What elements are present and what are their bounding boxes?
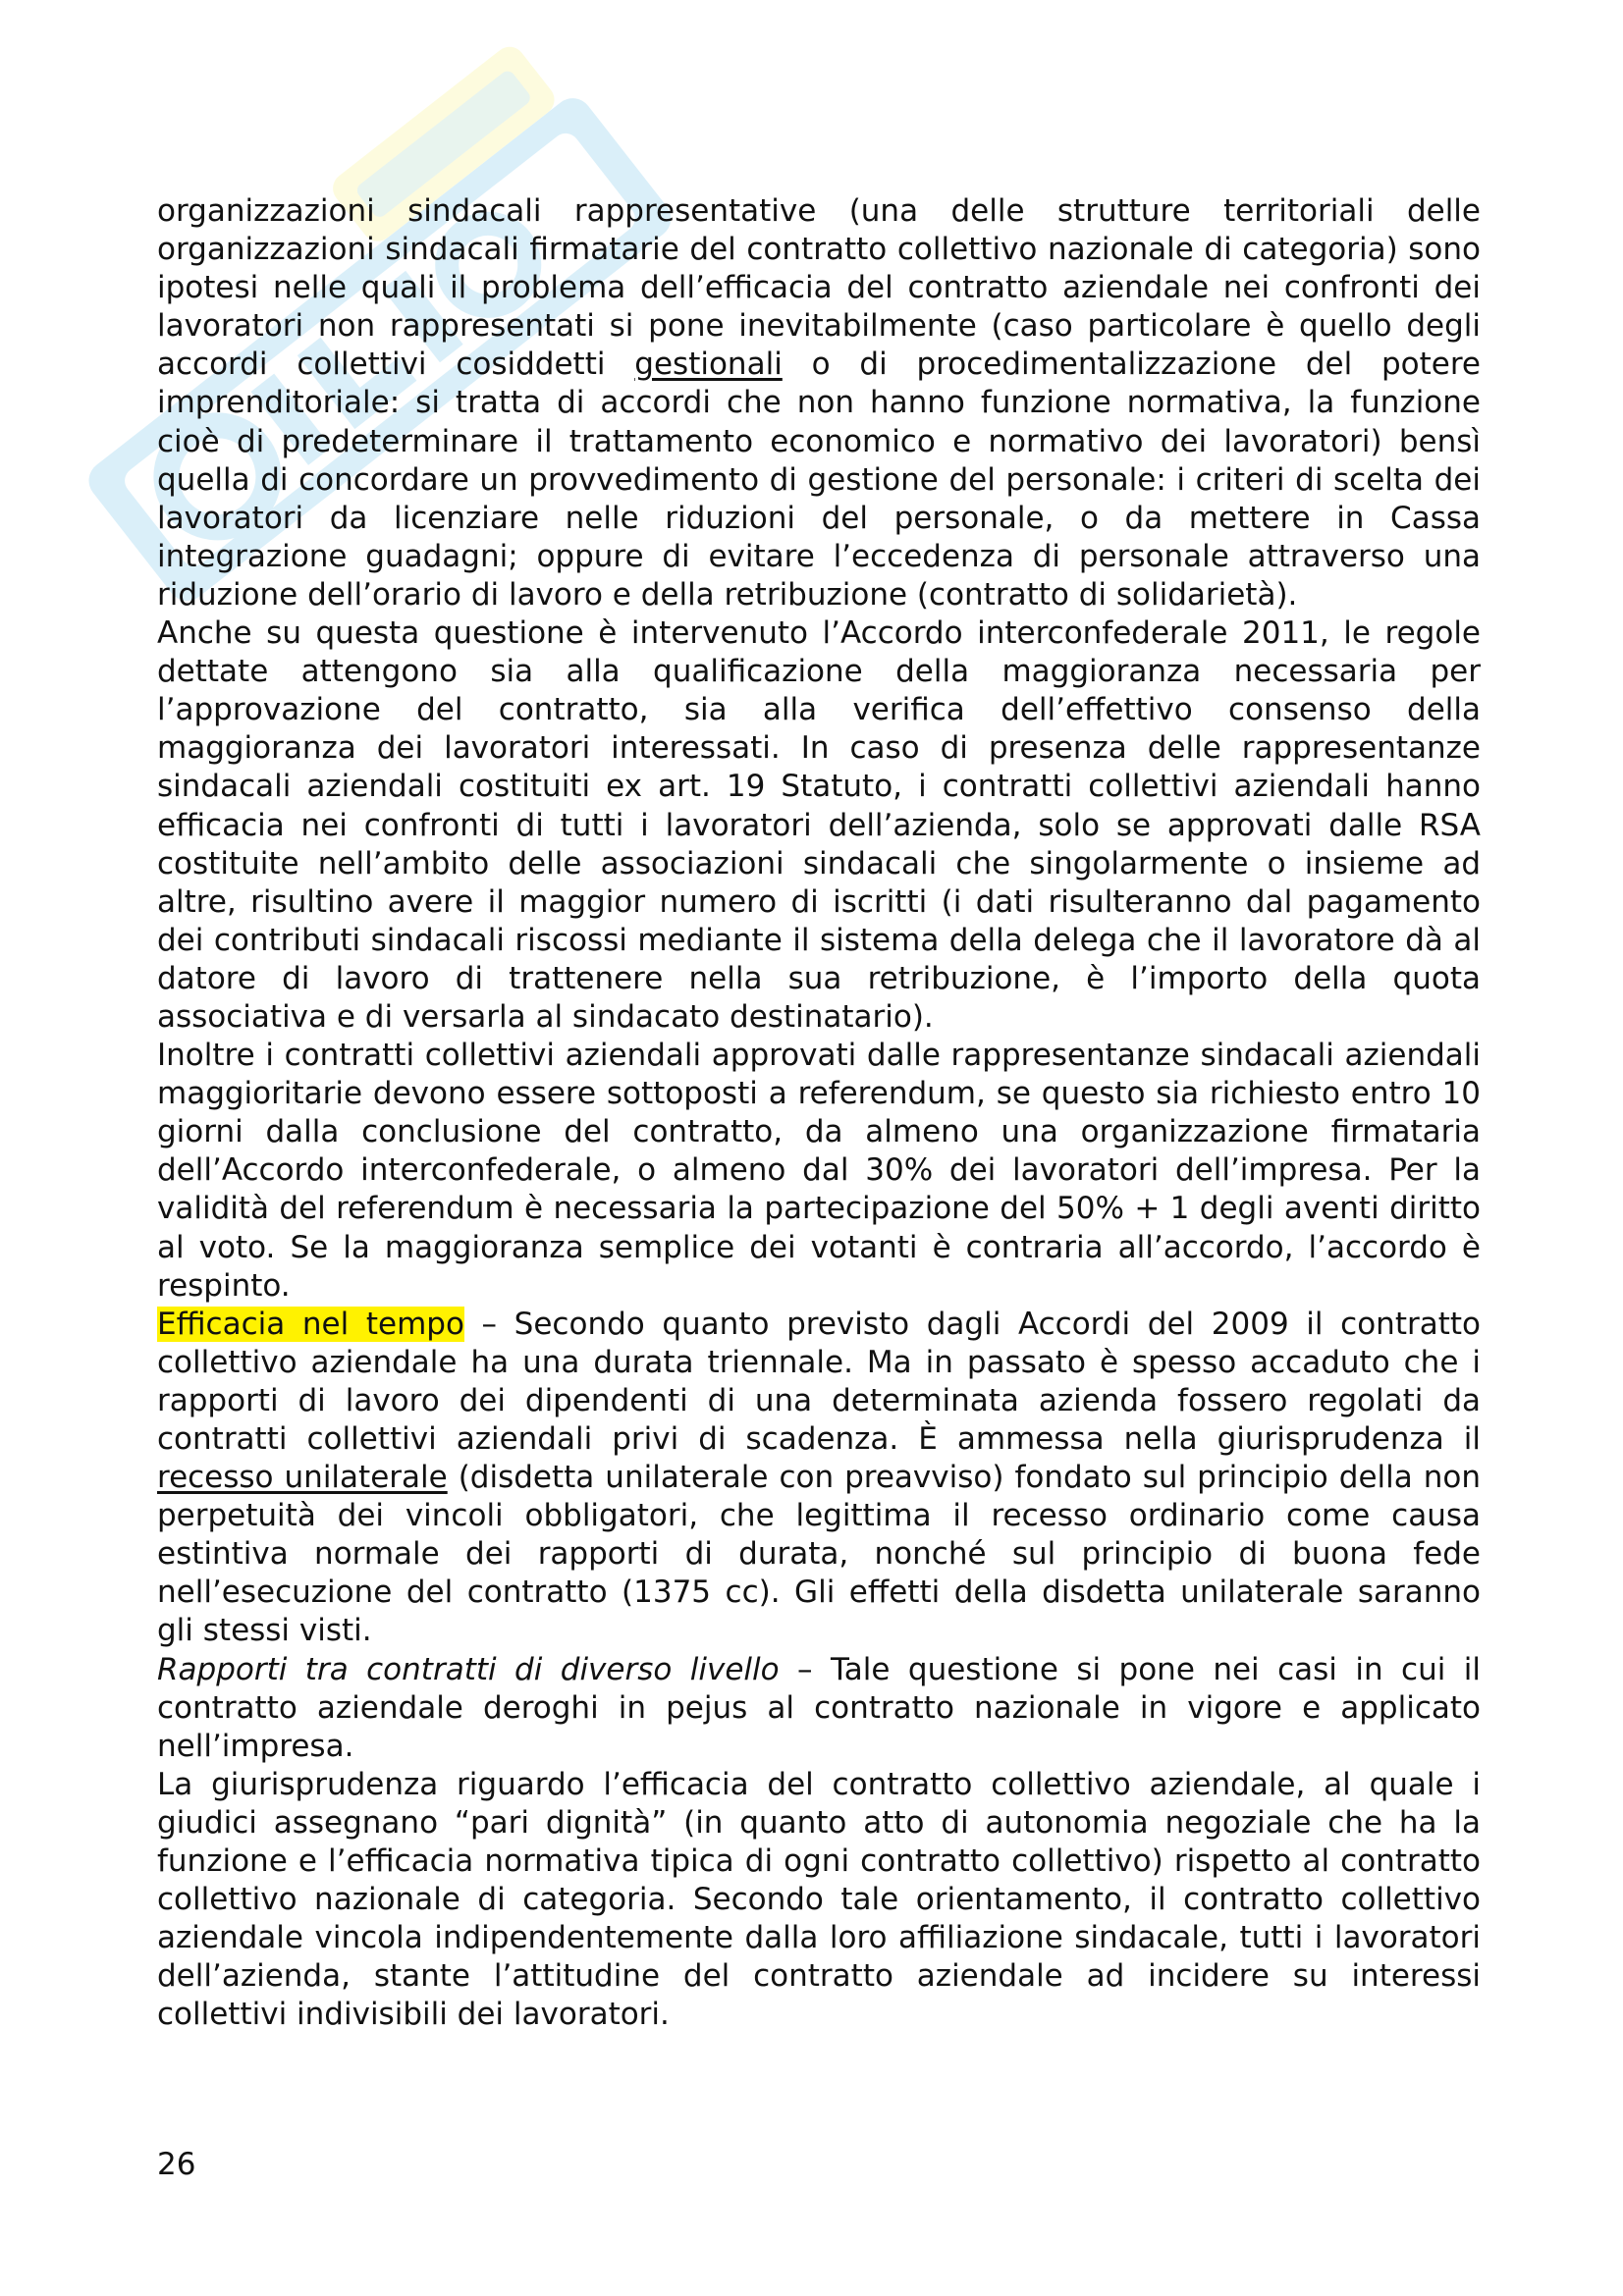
text-run: La giurisprudenza riguardo l’efficacia del contratto collettivo aziendale, al quale i giudici assegnano “pari dignità” (in quanto atto di autonomia negoziale che ha la funzione e l’efficacia normativa tipica di ogni contratto collettivo) rispetto al contratto collettivo nazionale di categoria. Secondo tale orientamento, il contratto collettivo aziendale vincola indipendentemente dalla loro affiliazione sindacale, tutti i lavoratori dell’azienda, stante l’attitudine del contratto aziendale ad incidere su interessi collettivi indivisibili dei lavoratori. <box>157 1766 1481 2033</box>
underlined-term-gestionali: gestionali <box>634 347 783 383</box>
italic-heading-rapporti-tra-contratti: Rapporti tra contratti di diverso livello <box>157 1651 780 1687</box>
paragraph-rapporti-tra-contratti <box>157 1651 1481 1766</box>
paragraph-referendum <box>157 1037 1481 1306</box>
paragraph-efficacia-nel-tempo <box>157 1306 1481 1651</box>
page-number: 26 <box>157 2147 196 2182</box>
document-body <box>157 192 1481 2035</box>
text-run: o di procedimentalizzazione del potere imprenditoriale: si tratta di accordi che non hanno funzione normativa, la funzione cioè di predeterminare il trattamento economico e normativo dei lavoratori) bensì quella di concordare un provvedimento di gestione del personale: i criteri di scelta dei lavoratori da licenziare nelle riduzioni del personale, o da mettere in Cassa integrazione guadagni; oppure di evitare l’eccedenza di personale attraverso una riduzione dell’orario di lavoro e della retribuzione (contratto di solidarietà). <box>157 347 1482 613</box>
highlighted-heading-efficacia-nel-tempo: Efficacia nel tempo <box>157 1306 464 1342</box>
text-run: Inoltre i contratti collettivi aziendali approvati dalle rappresentanze sindacali aziendali maggioritarie devono essere sottoposti a referendum, se questo sia richiesto entro 10 giorni dalla conclusione del contratto, da almeno una organizzazione firmataria dell’Accordo interconfederale, o almeno dal 30% dei lavoratori dell’impresa. Per la validità del referendum è necessaria la partecipazione del 50% + 1 degli aventi diritto al voto. Se la maggioranza semplice dei votanti è contraria all’accordo, l’accordo è respinto. <box>157 1038 1481 1304</box>
paragraph-accordo-interconfederale <box>157 614 1481 1037</box>
text-run: Anche su questa questione è intervenuto l’Accordo interconfederale 2011, le regole dettate attengono sia alla qualificazione della maggioranza necessaria per l’approvazione del contratto, sia alla verifica dell’effettivo consenso della maggioranza dei lavoratori interessati. In caso di presenza delle rappresentanze sindacali aziendali costituiti ex art. 19 Statuto, i contratti collettivi aziendali hanno efficacia nei confronti di tutti i lavoratori dell’azienda, solo se approvati dalle RSA costituite nell’ambito delle associazioni sindacali che singolarmente o insieme ad altre, risultino avere il maggior numero di iscritti (i dati risulteranno dal pagamento dei contributi sindacali riscossi mediante il sistema della delega che il lavoratore dà al datore di lavoro di trattenere nella sua retribuzione, è l’importo della quota associativa e di versarla al sindacato destinatario). <box>157 615 1481 1035</box>
underlined-term-recesso-unilaterale: recesso unilaterale <box>157 1460 448 1496</box>
text-run: – Secondo quanto previsto dagli Accordi del 2009 il contratto collettivo aziendale ha una durata triennale. Ma in passato è spesso accaduto che i rapporti di lavoro dei dipendenti di una determinata azienda fossero regolati da contratti collettivi aziendali privi di scadenza. È ammessa nella giurisprudenza il <box>157 1306 1481 1457</box>
paragraph-efficacia-aziendale <box>157 192 1481 614</box>
paragraph-giurisprudenza <box>157 1766 1481 2035</box>
text-run: organizzazioni sindacali rappresentative (una delle strutture territoriali delle organizzazioni sindacali firmatarie del contratto collettivo nazionale di categoria) sono ipotesi nelle quali il problema dell’efficacia del contratto aziendale nei confronti dei lavoratori non rappresentati si pone inevitabilmente (caso particolare è quello degli accordi collettivi cosiddetti <box>157 193 1481 383</box>
text-run: – Tale questione si pone nei casi in cui il contratto aziendale deroghi in pejus al contratto nazionale in vigore e applicato nell’impresa. <box>157 1651 1481 1764</box>
text-run: (disdetta unilaterale con preavviso) fondato sul principio della non perpetuità dei vincoli obbligatori, che legittima il recesso ordinario come causa estintiva normale dei rapporti di durata, nonché sul principio di buona fede nell’esecuzione del contratto (1375 cc). Gli effetti della disdetta unilaterale saranno gli stessi visti. <box>157 1460 1482 1649</box>
